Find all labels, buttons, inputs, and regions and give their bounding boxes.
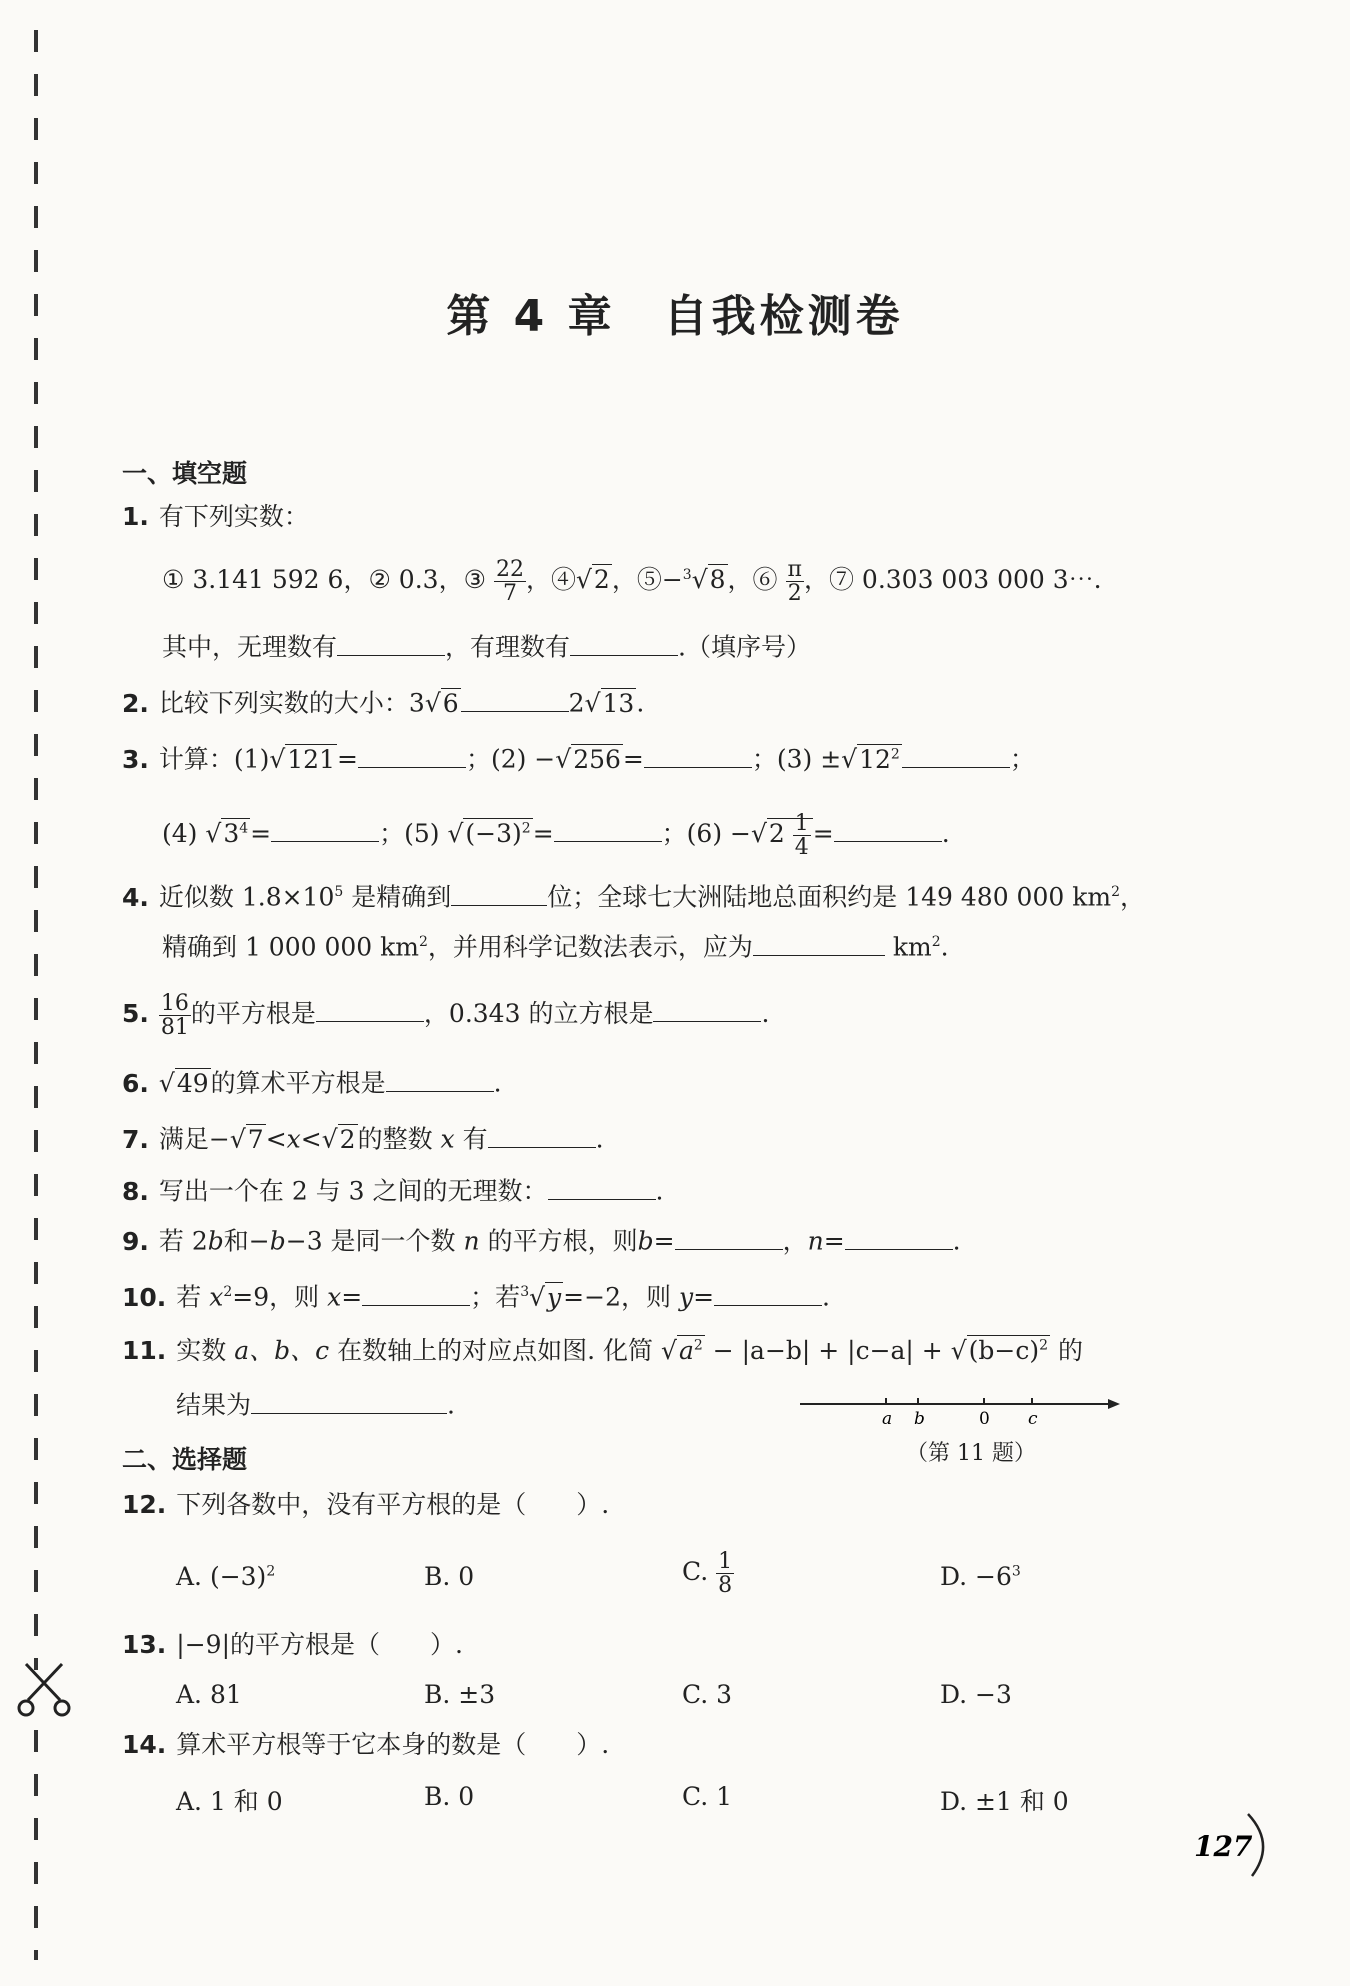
question-10: 10. 若 $x^2=9$，则 x= ；若$^3$√y=−2，则 y= . — [122, 1282, 830, 1312]
question-1: 1. 有下列实数： — [122, 502, 309, 531]
question-14: 14. 算术平方根等于它本身的数是（ ）. — [122, 1730, 610, 1759]
q13-option-c: C. 3 — [682, 1680, 733, 1709]
question-3-line2: (4) $√3^4=$ ；(5) $√(-3)^2=$ ；(6) −√2 $\frac{1}{4}$ = . — [162, 811, 950, 861]
q12-option-d: D. $-6^3$ — [940, 1562, 1021, 1591]
q12-option-c: C. $\frac{1}{8}$ — [682, 1549, 733, 1599]
question-13: 13. |−9|的平方根是（ ）. — [122, 1630, 463, 1659]
origin-label: 0 — [979, 1409, 990, 1429]
page-number-badge — [1190, 1810, 1280, 1880]
q13-option-a: A. 81 — [176, 1680, 242, 1709]
question-8: 8. 写出一个在 2 与 3 之间的无理数： . — [122, 1176, 664, 1206]
question-6: 6. √49的算术平方根是 . — [122, 1068, 502, 1098]
figure-caption: （第 11 题） — [906, 1441, 1036, 1466]
q14-option-b: B. 0 — [424, 1782, 475, 1811]
cut-line-lower — [34, 1730, 38, 1960]
q12-option-a: A. $(-3)^2$ — [176, 1562, 276, 1591]
question-3: 3. 计算：(1)√121= ；(2) −√256= ；$(3) \pm√12^2$ ； — [122, 744, 1035, 774]
q14-option-a: A. 1 和 0 — [176, 1787, 283, 1816]
section-fill: 一、填空题 — [122, 459, 248, 488]
q13-option-d: D. −3 — [940, 1680, 1012, 1709]
point-b-label: b — [914, 1409, 925, 1429]
q14-option-d: D. ±1 和 0 — [940, 1787, 1069, 1816]
question-7: 7. 满足−√7<x<√2的整数 x 有 . — [122, 1124, 604, 1154]
scissors-icon — [16, 1660, 72, 1718]
question-12: 12. 下列各数中，没有平方根的是（ ）. — [122, 1490, 610, 1519]
question-4: 4. 近似数 $1.8\times 10^5$ 是精确到 位；全球七大洲陆地总面积约是 149 480 000 $km^2$， — [122, 882, 1145, 912]
q14-option-c: C. 1 — [682, 1782, 733, 1811]
question-5: 5. $\frac{16}{81}$ 的平方根是 ，0.343 的立方根是 . — [122, 991, 770, 1041]
question-4-line2: 精确到 1 000 000 $km^2$，并用科学记数法表示，应为 $km^2$. — [162, 932, 949, 962]
question-1-tail: 其中，无理数有 ，有理数有 .（填序号） — [162, 632, 811, 662]
page-number: 127 — [1194, 1830, 1253, 1863]
cut-line — [34, 30, 38, 1670]
q12-option-b: B. 0 — [424, 1562, 475, 1591]
question-9: 9. 若 2b和−b−3 是同一个数 n 的平方根，则b= ，n= . — [122, 1226, 961, 1256]
point-a-label: a — [882, 1409, 893, 1429]
point-c-label: c — [1028, 1409, 1038, 1429]
section-choice: 二、选择题 — [122, 1445, 248, 1474]
question-11-line2: 结果为 . — [176, 1390, 455, 1420]
page-title: 第 4 章 自我检测卷 — [446, 291, 904, 342]
q13-option-b: B. ±3 — [424, 1680, 496, 1709]
question-1-items: ① 3.141 592 6，② 0.3，③ $\frac{22}{7}$ ，④√2，⑤−$^3$√8，⑥ $\frac{\pi}{2}$ ，⑦ 0.303 003 000 3⋯. — [162, 557, 1102, 607]
question-11: 11. 实数 a、b、c 在数轴上的对应点如图. 化简 $√a^2 - |a-b| + |c-a| + √(b-c)^2$ 的 — [122, 1336, 1083, 1365]
question-2: 2. 比较下列实数的大小：3√6 2√13. — [122, 688, 645, 718]
